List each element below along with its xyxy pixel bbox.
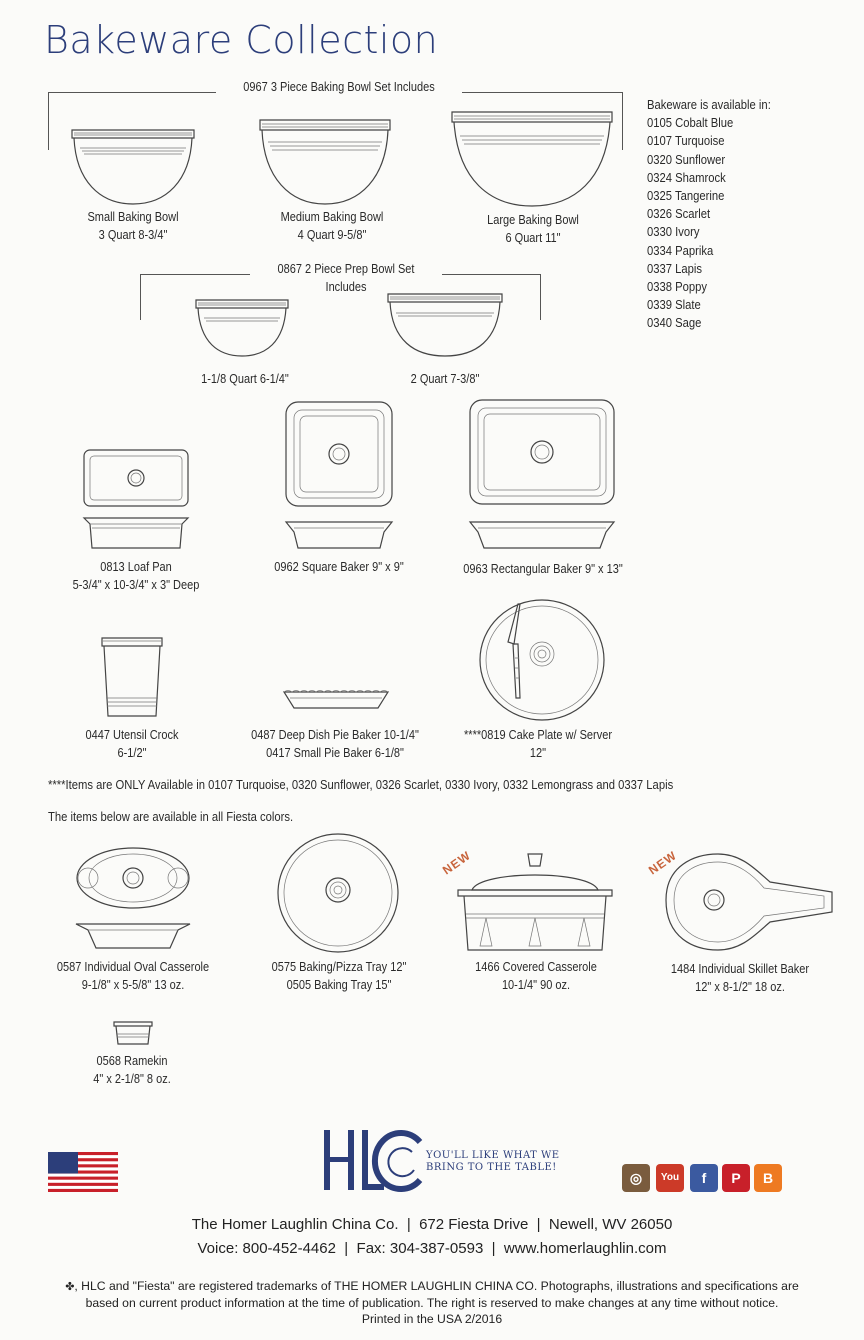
bracket-line: [48, 92, 216, 93]
color-item: 0338 Poppy: [647, 280, 708, 295]
facebook-icon[interactable]: f: [690, 1164, 718, 1192]
legal-notice: [0, 1278, 864, 1327]
separator: |: [406, 1216, 411, 1233]
square-baker-name: 0962 Square Baker 9" x 9": [274, 560, 404, 574]
legal-line1: , HLC and "Fiesta" are registered trademarks of THE HOMER LAUGHLIN CHINA CO. Photographs, illustrations and specifications are: [74, 1279, 799, 1293]
ramekin-name: 0568 Ramekin: [96, 1054, 168, 1068]
company-name: The Homer Laughlin China Co.: [191, 1216, 399, 1233]
bracket-line: [442, 274, 540, 275]
hlc-logo: [322, 1128, 424, 1194]
large-prep-bowl-illustration: [386, 292, 504, 360]
pizza-tray-illustration: [276, 832, 400, 954]
pie-baker-illustration: [282, 688, 390, 712]
ramekin-illustration: [112, 1020, 154, 1046]
utensil-crock-illustration: [100, 636, 164, 720]
pizza-tray-line1: 0575 Baking/Pizza Tray 12": [271, 960, 407, 974]
medium-baking-bowl-illustration: [258, 118, 392, 206]
all-colors-note: The items below are available in all Fiesta colors.: [48, 810, 294, 824]
color-item: 0337 Lapis: [647, 261, 703, 276]
cake-plate-name: ****0819 Cake Plate w/ Server: [464, 728, 612, 742]
oval-casserole-name: 0587 Individual Oval Casserole: [56, 960, 210, 974]
color-item: 0320 Sunflower: [647, 152, 726, 167]
large-baking-bowl-illustration: [450, 110, 614, 208]
color-item: 0107 Turquoise: [647, 134, 725, 149]
rectangular-baker-name: 0963 Rectangular Baker 9" x 13": [463, 562, 623, 576]
utensil-crock-name: 0447 Utensil Crock: [85, 728, 179, 742]
skillet-baker-size: 12" x 8-1/2" 18 oz.: [695, 980, 785, 994]
covered-casserole-name: 1466 Covered Casserole: [475, 960, 597, 974]
color-item: 0324 Shamrock: [647, 170, 726, 185]
color-item: 0334 Paprika: [647, 243, 714, 258]
hlc-mark-icon: ✤: [65, 1280, 75, 1293]
color-item: 0339 Slate: [647, 298, 701, 313]
page-title: Bakeware Collection: [44, 18, 439, 62]
pinterest-icon[interactable]: P: [722, 1164, 750, 1192]
tagline: [426, 1150, 560, 1174]
tagline-line1: YOU'LL LIKE WHAT WE: [426, 1150, 560, 1161]
large-prep-bowl-size: 2 Quart 7-3/8": [410, 372, 480, 386]
separator: |: [344, 1240, 349, 1257]
loaf-pan-illustration: [82, 448, 190, 550]
small-bowl-name: Small Baking Bowl: [87, 210, 179, 224]
bracket-line: [140, 274, 141, 320]
limited-colors-note: ****Items are ONLY Available in 0107 Turquoise, 0320 Sunflower, 0326 Scarlet, 0330 Ivory, 0332 Lemongrass and 0337 Lapis: [48, 778, 674, 792]
legal-line2: based on current product information at the time of publication. The right is reserved to make changes at any time without notice.: [85, 1296, 779, 1310]
us-flag-icon: [48, 1152, 118, 1192]
rectangular-baker-illustration: [468, 398, 616, 550]
bracket-line: [48, 92, 49, 150]
large-bowl-size: 6 Quart 11": [505, 231, 561, 245]
square-baker-illustration: [284, 400, 394, 552]
color-list: [647, 96, 771, 333]
new-badge: NEW: [646, 848, 680, 878]
footer-contact: [0, 1240, 864, 1257]
new-badge: NEW: [440, 848, 474, 878]
bracket-line: [462, 92, 622, 93]
instagram-icon[interactable]: ◎: [622, 1164, 650, 1192]
small-bowl-size: 3 Quart 8-3/4": [98, 228, 168, 242]
color-item: 0325 Tangerine: [647, 189, 725, 204]
pie-baker-line1: 0487 Deep Dish Pie Baker 10-1/4": [251, 728, 419, 742]
separator: |: [536, 1216, 541, 1233]
medium-bowl-name: Medium Baking Bowl: [280, 210, 384, 224]
oval-casserole-illustration: [74, 844, 192, 950]
ramekin-size: 4" x 2-1/8" 8 oz.: [93, 1072, 171, 1086]
separator: |: [491, 1240, 496, 1257]
color-item: 0330 Ivory: [647, 225, 700, 240]
voice-number: Voice: 800-452-4462: [197, 1240, 336, 1257]
street-address: 672 Fiesta Drive: [419, 1216, 529, 1233]
color-item: 0326 Scarlet: [647, 207, 711, 222]
loaf-pan-size: 5-3/4" x 10-3/4" x 3" Deep: [72, 578, 200, 592]
bracket-line: [622, 92, 623, 150]
oval-casserole-size: 9-1/8" x 5-5/8" 13 oz.: [81, 978, 185, 992]
color-list-heading: Bakeware is available in:: [647, 98, 771, 112]
skillet-baker-illustration: [664, 852, 836, 952]
tagline-line2: BRING TO THE TABLE!: [426, 1162, 557, 1173]
skillet-baker-name: 1484 Individual Skillet Baker: [670, 962, 810, 976]
loaf-pan-name: 0813 Loaf Pan: [100, 560, 172, 574]
medium-bowl-size: 4 Quart 9-5/8": [297, 228, 367, 242]
website-link[interactable]: www.homerlaughlin.com: [503, 1240, 667, 1257]
footer-address: [0, 1216, 864, 1233]
covered-casserole-size: 10-1/4" 90 oz.: [501, 978, 571, 992]
small-prep-bowl-illustration: [194, 298, 290, 360]
city-address: Newell, WV 26050: [548, 1216, 673, 1233]
color-item: 0340 Sage: [647, 316, 702, 331]
small-prep-bowl-size: 1-1/8 Quart 6-1/4": [201, 372, 289, 386]
bracket-line: [540, 274, 541, 320]
fax-number: Fax: 304-387-0593: [356, 1240, 484, 1257]
set-2piece-label: 0867 2 Piece Prep Bowl Set Includes: [277, 262, 415, 294]
pie-baker-line2: 0417 Small Pie Baker 6-1/8": [266, 746, 404, 760]
youtube-icon[interactable]: You: [656, 1164, 684, 1192]
blogger-icon[interactable]: B: [754, 1164, 782, 1192]
covered-casserole-illustration: [456, 852, 614, 954]
bracket-line: [140, 274, 250, 275]
utensil-crock-size: 6-1/2": [117, 746, 147, 760]
pizza-tray-line2: 0505 Baking Tray 15": [286, 978, 392, 992]
small-baking-bowl-illustration: [70, 126, 196, 208]
large-bowl-name: Large Baking Bowl: [487, 213, 579, 227]
set-3piece-label: 0967 3 Piece Baking Bowl Set Includes: [243, 80, 435, 94]
cake-plate-size: 12": [529, 746, 547, 760]
legal-line3: Printed in the USA 2/2016: [361, 1312, 503, 1326]
color-item: 0105 Cobalt Blue: [647, 116, 734, 131]
cake-plate-illustration: [478, 598, 606, 722]
